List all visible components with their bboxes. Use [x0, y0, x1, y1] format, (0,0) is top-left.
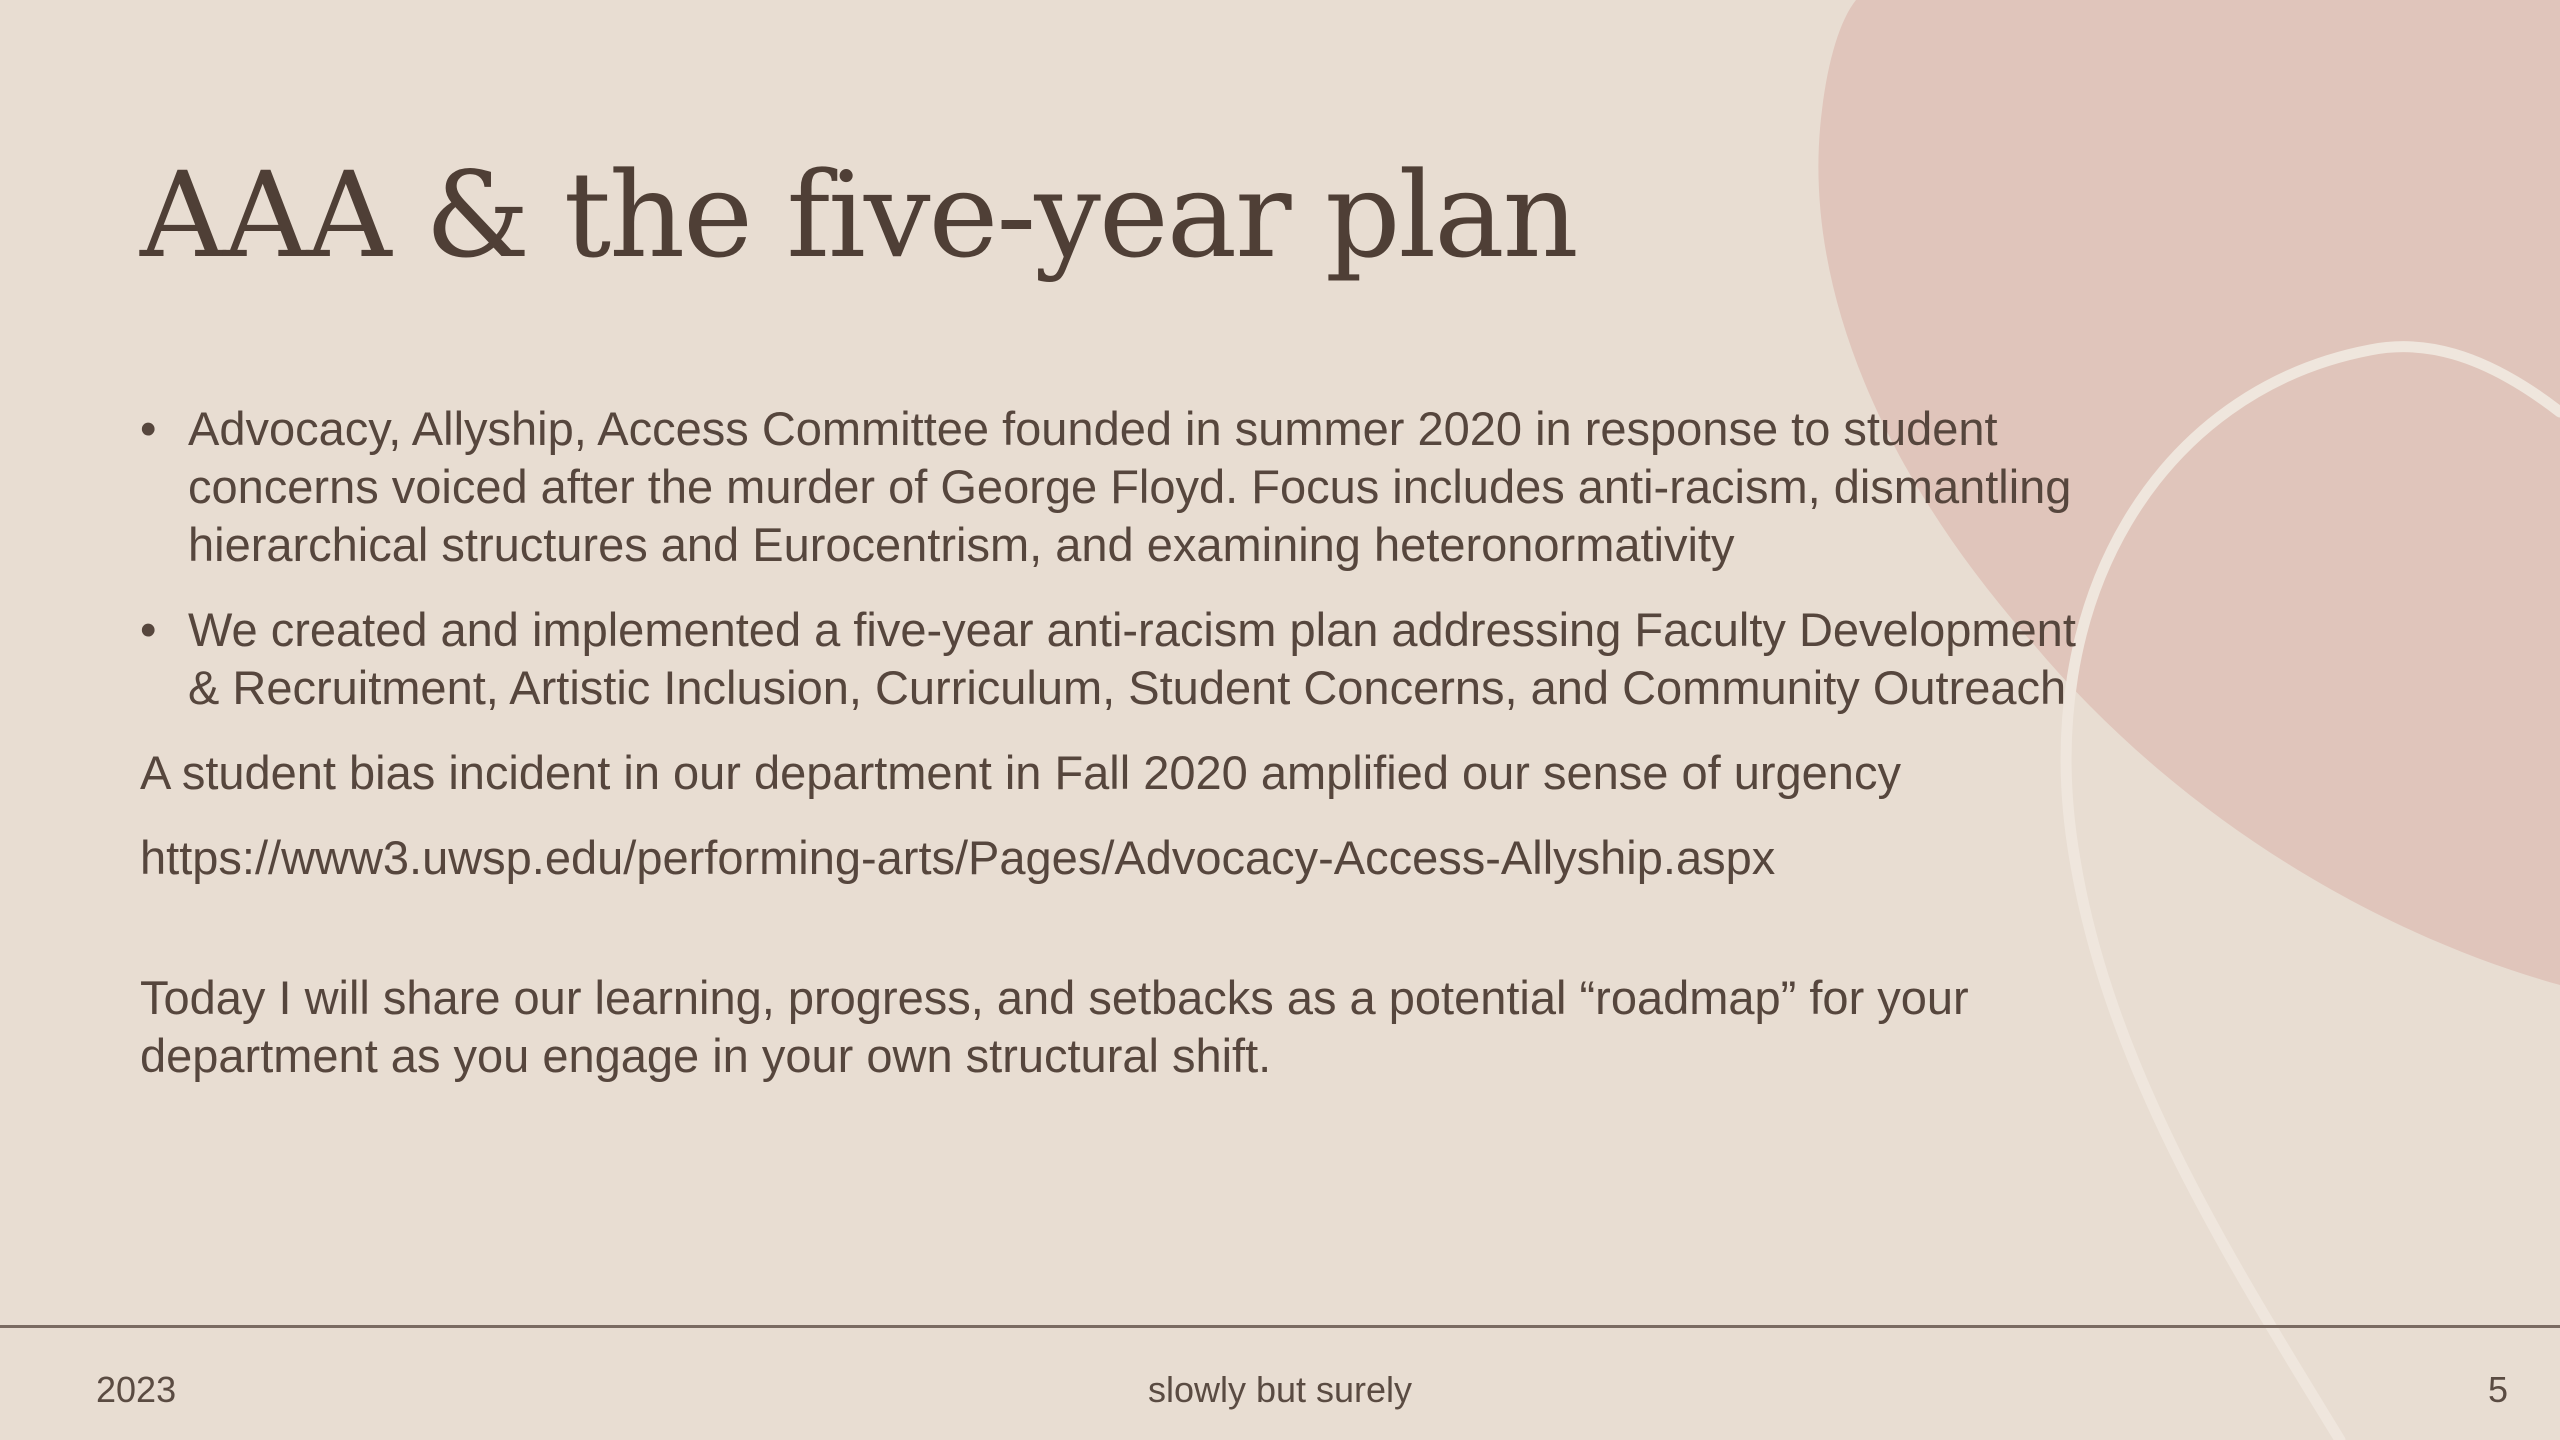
page-number: 5: [2487, 1369, 2508, 1410]
incident-paragraph: A student bias incident in our department in Fall 2020 amplified our sense of urgency: [140, 746, 1901, 799]
closing-paragraph: Today I will share our learning, progress, and setbacks as a potential “roadmap” for your department as you engage in your own structural shift.: [140, 971, 1969, 1082]
bullet-text: We created and implemented a five-year anti-racism plan addressing Faculty Development & Recruitment, Artistic Inclusion, Curriculum, Student Concerns, and Community Outreach: [188, 603, 2076, 714]
bullet-text: Advocacy, Allyship, Access Committee founded in summer 2020 in response to student concerns voiced after the murder of George Floyd. Focus includes anti-racism, dismantling hierarchical structures and Eurocentrism, and examining heteronormativity: [188, 402, 2072, 571]
footer-tagline: slowly but surely: [1147, 1369, 1413, 1410]
footer-year: 2023: [96, 1369, 177, 1410]
url-paragraph: https://www3.uwsp.edu/performing-arts/Pages/Advocacy-Access-Allyship.aspx: [140, 831, 1776, 884]
bullet-icon: •: [140, 402, 157, 455]
slide-body: [140, 400, 2080, 1112]
slide-title: AAA & the five-year plan: [140, 146, 1577, 284]
bullet-list: [140, 400, 2080, 717]
bullet-item-five-year-plan: [140, 601, 2080, 717]
footer-divider: [0, 1325, 2560, 1328]
bullet-icon: •: [140, 603, 157, 656]
bullet-item-committee: [140, 400, 2080, 574]
